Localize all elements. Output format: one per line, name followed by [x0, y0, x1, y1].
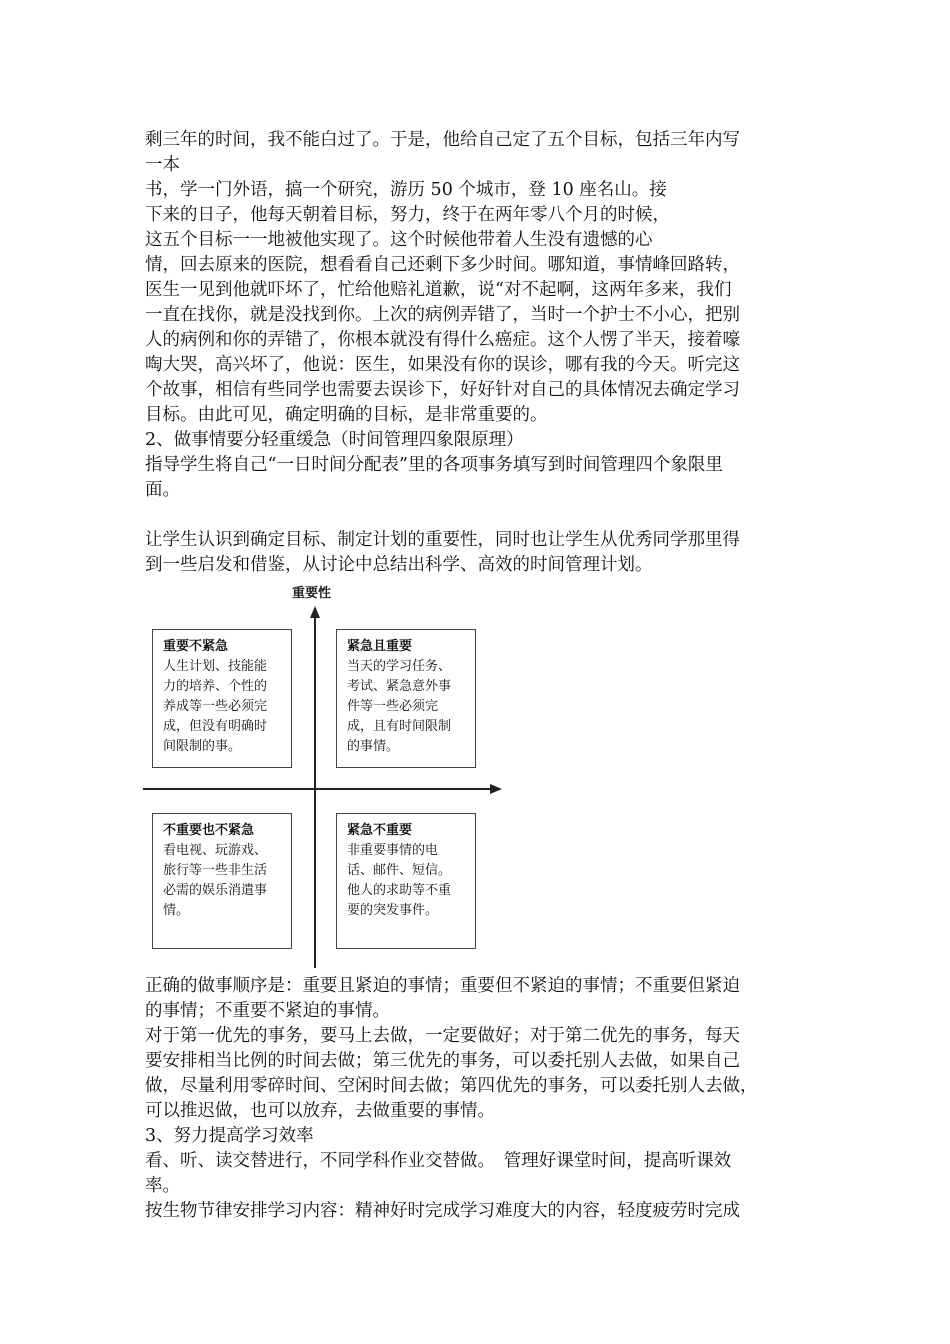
time-management-quadrant-diagram: [140, 576, 510, 968]
paragraph-line: 一直在找你，就是没找到你。上次的病例弄错了，当时一个护士不小心，把别: [145, 305, 740, 325]
importance-axis-label: 重要性: [292, 586, 332, 601]
paragraph-line: 目标。由此可见，确定明确的目标，是非常重要的。: [145, 405, 548, 425]
quadrant-not-important-not-urgent: [152, 813, 292, 949]
paragraph-line: 剩三年的时间，我不能白过了。于是，他给自己定了五个目标，包括三年内写: [145, 130, 740, 150]
priority-line: 可以推迟做，也可以放弃，去做重要的事情。: [145, 1101, 495, 1121]
priority-line: 做，尽量利用零碎时间、空闲时间去做；第四优先的事务，可以委托别人去做，: [145, 1076, 758, 1096]
paragraph-line: 书，学一门外语，搞一个研究，游历 50 个城市，登 10 座名山。接: [145, 180, 667, 200]
quadrant-urgent-not-important: [336, 813, 476, 949]
efficiency-line: 率。: [145, 1176, 180, 1196]
paragraph-line: 情，回去原来的医院，想看看自己还剩下多少时间。哪知道，事情峰回路转，: [145, 255, 740, 275]
section-3-heading: 3、努力提高学习效率: [145, 1126, 314, 1146]
priority-line: 对于第一优先的事务，要马上去做，一定要做好；对于第二优先的事务，每天: [145, 1026, 740, 1046]
goal-line: 到一些启发和借鉴，从讨论中总结出科学、高效的时间管理计划。: [145, 555, 653, 575]
vertical-arrow-icon: [310, 606, 320, 618]
quadrant-description: 非重要事情的电 话、邮件、短信。 他人的求助等不重 要的突发事件。: [347, 843, 452, 918]
quadrant-important-not-urgent: [152, 629, 292, 768]
section-2-heading: 2、做事情要分轻重缓急（时间管理四象限原理）: [145, 430, 524, 450]
quadrant-description: 看电视、玩游戏、 旅行等一些非生活 必需的娱乐消遣事 情。: [163, 843, 268, 918]
paragraph-line: 个故事，相信有些同学也需要去误诊下，好好针对自己的具体情况去确定学习: [145, 380, 740, 400]
instruction-line: 面。: [145, 480, 180, 500]
order-line: 正确的做事顺序是：重要且紧迫的事情；重要但不紧迫的事情；不重要但紧迫: [145, 976, 740, 996]
quadrant-urgent-and-important: [336, 629, 476, 768]
quadrant-title: 紧急不重要: [347, 823, 413, 838]
quadrant-title: 重要不紧急: [163, 639, 229, 654]
goal-line: 让学生认识到确定目标、制定计划的重要性，同时也让学生从优秀同学那里得: [145, 530, 740, 550]
priority-line: 要安排相当比例的时间去做；第三优先的事务，可以委托别人去做，如果自己: [145, 1051, 740, 1071]
instruction-line: 指导学生将自己“一日时间分配表”里的各项事务填写到时间管理四个象限里: [145, 455, 723, 475]
paragraph-line: 人的病例和你的弄错了，你根本就没有得什么癌症。这个人愣了半天，接着嚎: [145, 330, 740, 350]
paragraph-line: 下来的日子，他每天朝着目标，努力，终于在两年零八个月的时候，: [145, 205, 670, 225]
horizontal-arrow-icon: [490, 784, 502, 794]
quadrant-description: 当天的学习任务、 考试、紧急意外事 件等一些必须完 成，且有时间限制 的事情。: [347, 659, 452, 754]
efficiency-line: 看、听、读交替进行，不同学科作业交替做。 管理好课堂时间，提高听课效: [145, 1151, 732, 1171]
paragraph-line: 一本: [145, 155, 180, 175]
paragraph-line: 这五个目标一一地被他实现了。这个时候他带着人生没有遗憾的心: [145, 230, 653, 250]
order-line: 的事情；不重要不紧迫的事情。: [145, 1001, 390, 1021]
quadrant-description: 人生计划、技能能 力的培养、个性的 养成等一些必须完 成，但没有明确时 间限制的事。: [163, 659, 268, 754]
efficiency-line: 按生物节律安排学习内容：精神好时完成学习难度大的内容，轻度疲劳时完成: [145, 1201, 740, 1221]
paragraph-line: 啕大哭，高兴坏了，他说：医生，如果没有你的误诊，哪有我的今天。听完这: [145, 355, 740, 375]
quadrant-title: 紧急且重要: [347, 639, 413, 654]
quadrant-title: 不重要也不紧急: [163, 823, 255, 838]
paragraph-line: 医生一见到他就吓坏了，忙给他赔礼道歉，说“对不起啊，这两年多来，我们: [145, 280, 732, 300]
